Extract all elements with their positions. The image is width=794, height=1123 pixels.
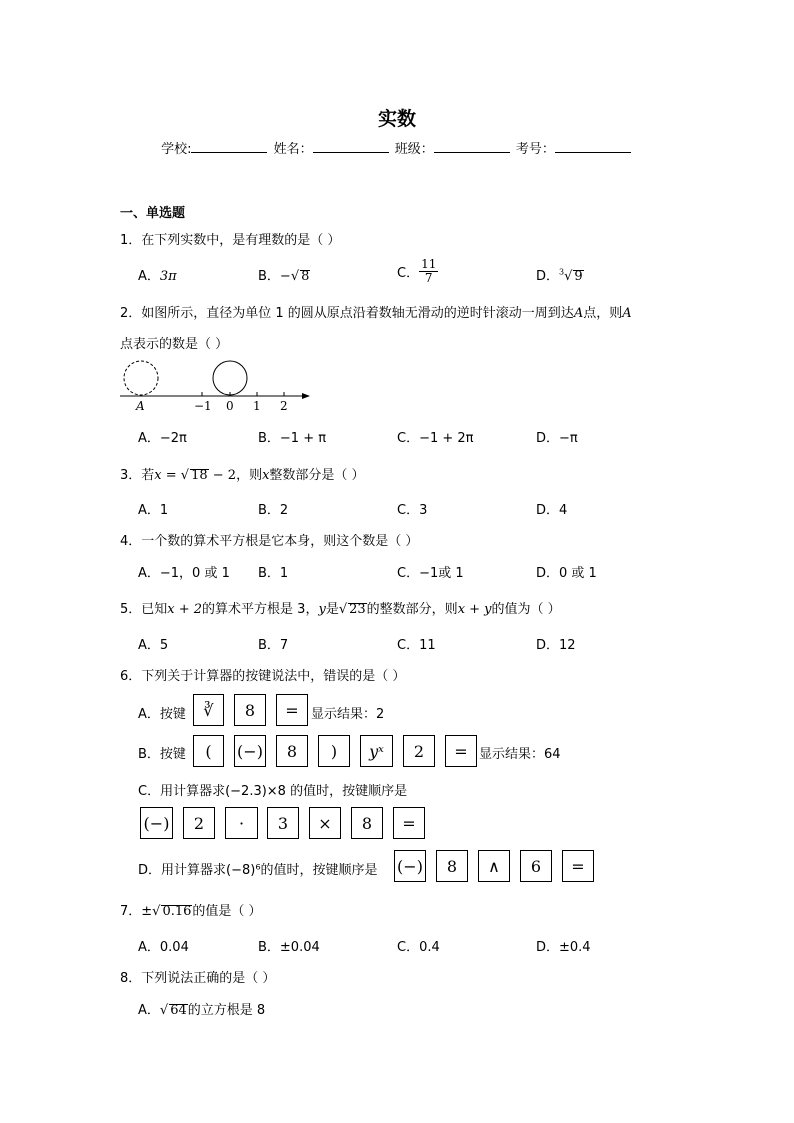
q6-a-result: 显示结果：2 [311,707,385,722]
q5-var-y: y [318,602,326,617]
key-equals: = [562,850,594,882]
q4-option-a: A．−1，0 或 1 [138,566,230,581]
q3-pre: 3．若 [120,468,155,483]
q2-stem-point-a2: A [622,306,632,321]
key-power: yˣ [360,735,393,767]
key-open-paren: ( [193,735,224,767]
q1-b-sign: − [279,269,291,284]
name-blank [313,140,389,153]
axis-arrow-icon [302,393,310,399]
q5-option-a: A．5 [138,638,169,653]
key-8: 8 [234,694,266,726]
q7-option-b: B．±0.04 [258,940,320,955]
question-2-stem-line1 [120,302,632,321]
q6-b-result: 显示结果：64 [479,747,561,762]
student-info-line [0,138,794,157]
question-1-stem: 1．在下列实数中，是有理数的是（ ） [120,233,341,248]
q1-option-c [397,258,438,285]
q5-mid3: 的整数部分，则 [366,602,458,617]
question-8-stem: 8．下列说法正确的是（ ） [120,971,276,986]
q3-radicand: 18 [191,468,208,483]
q1-b-radicand: 8 [301,269,310,284]
q7-option-d: D．±0.4 [536,940,591,955]
q2-option-a: A．−2π [138,431,187,446]
q1-d-index: 3 [559,267,565,277]
q5-option-d: D．12 [536,638,576,653]
key-negative: (−) [394,850,426,882]
q1-d-label: D． [536,269,560,284]
q1-d-radicand: 9 [574,269,583,284]
dashed-circle [124,361,158,395]
key-multiply: × [309,807,341,839]
key-negative: (−) [140,807,173,839]
key-8: 8 [436,850,468,882]
q3-tail: − 2，则 [208,468,263,483]
q3-eq: = [161,468,181,483]
q6-d-text: D．用计算器求(−8)⁶的值时，按键顺序是 [138,863,378,878]
q1-c-denominator: 7 [424,271,433,285]
q3-option-d: D．4 [536,503,568,518]
page-title: 实数 [377,108,416,130]
key-8: 8 [276,735,308,767]
axis-label-a: A [136,399,145,413]
q1-c-numerator: 11 [421,257,437,271]
q8-a-radicand: 64 [170,1003,187,1018]
q8-a-label: A． [138,1003,160,1018]
question-3-stem: 3．若x = √ 18 − 2，则x整数部分是（ ） [120,468,365,483]
q4-option-c: C．−1或 1 [397,566,464,581]
q4-option-b: B．1 [258,566,289,581]
question-7-stem: 7．±√ 0.16的值是（ ） [120,904,262,919]
q3-option-b: B．2 [258,503,289,518]
q2-stem-point-a: A [573,306,584,321]
q3-post: 整数部分是（ ） [269,468,365,483]
q6-a-prefix: A．按键 [138,707,186,722]
q6-b-prefix: B．按键 [138,747,186,762]
key-3: 3 [267,807,299,839]
q5-option-c: C．11 [397,638,436,653]
key-equals: = [276,694,308,726]
key-2: 2 [183,807,215,839]
q5-post: 的值为（ ） [491,602,561,617]
q2-stem-part2: 点，则 [583,306,623,321]
key-6: 6 [520,850,552,882]
q3-var-x2: x [262,468,270,483]
q5-mid1: 的算术平方根是 3， [202,602,319,617]
key-negative: (−) [234,735,266,767]
q1-c-fraction [419,258,438,285]
school-blank [191,140,267,153]
key-2: 2 [403,735,435,767]
key-8: 8 [351,807,383,839]
key-caret: ∧ [478,850,510,882]
number-line-figure [118,358,318,414]
q3-option-c: C．3 [397,503,428,518]
q6-c-text: C．用计算器求(−2.3)×8 的值时，按键顺序是 [138,784,408,799]
class-label: 班级： [394,142,434,157]
q7-option-a: A．0.04 [138,940,189,955]
q1-option-a [138,265,177,284]
q5-pre: 5．已知 [120,602,168,617]
q7-post: 的值是（ ） [192,904,262,919]
q3-var-x: x [154,468,162,483]
q8-option-a: A．√ 64的立方根是 8 [138,1003,266,1018]
key-equals: = [393,807,425,839]
question-5-stem: 5．已知x + 2的算术平方根是 3，y是√ 23的整数部分，则x + y的值为（ ） [120,602,561,617]
q3-option-a: A．1 [138,503,169,518]
q2-option-d: D．−π [536,431,578,446]
axis-label-m1: −1 [194,399,212,413]
q8-a-text: 的立方根是 8 [187,1003,266,1018]
section-heading: 一、单选题 [120,206,186,221]
exam-no-blank [555,140,631,153]
q5-radicand: 23 [349,602,366,617]
q7-option-c: C．0.4 [397,940,440,955]
key-cube-root: ∛ [193,694,224,726]
name-label: 姓名： [273,142,313,157]
q5-option-b: B．7 [258,638,289,653]
q5-mid2: 是 [325,602,339,617]
q1-option-d: D．$^3$√ 9 [536,267,583,284]
q2-stem-part1: 2．如图所示，直径为单位 1 的圆从原点沿着数轴无滑动的逆时针滚动一周到达 [120,306,574,321]
q4-option-d: D．0 或 1 [536,566,597,581]
q1-a-value: 3π [159,269,177,284]
q1-a-label: A． [138,269,160,284]
axis-label-1: 1 [253,399,261,413]
axis-label-0: 0 [226,399,234,413]
q2-option-b: B．−1 + π [258,431,327,446]
q2-option-c: C．−1 + 2π [397,431,474,446]
question-2-stem-line2: 点表示的数是（ ） [120,337,229,352]
question-6-stem: 6．下列关于计算器的按键说法中，错误的是（ ） [120,669,406,684]
axis-label-2: 2 [280,399,288,413]
key-decimal-point: · [225,807,258,839]
q1-c-label: C． [397,266,420,281]
school-label: 学校: [161,142,192,157]
exam-no-label: 考号： [515,142,555,157]
question-4-stem: 4．一个数的算术平方根是它本身，则这个数是（ ） [120,534,419,549]
q7-radicand: 0.16 [162,904,192,919]
q5-expr: x + 2 [167,602,203,617]
solid-circle [213,361,247,395]
q5-expr2: x + y [457,602,492,617]
q7-pre: 7．± [120,904,153,919]
q1-b-label: B． [258,269,280,284]
class-blank [434,140,510,153]
q1-option-b: B．−√ 8 [258,269,310,284]
key-equals: = [445,735,477,767]
key-close-paren: ) [318,735,350,767]
